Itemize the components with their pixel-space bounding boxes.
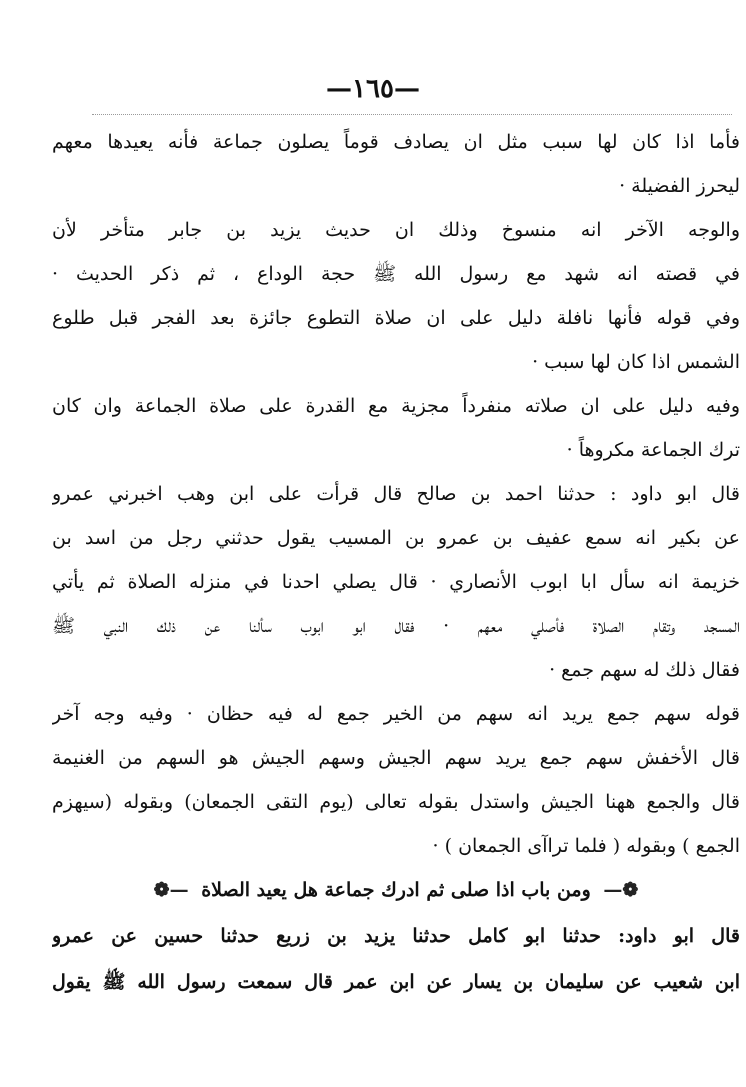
text-line: قال ابو داود : حدثنا احمد بن صالح قال قرأت على ابن وهب اخبرني عمرو (52, 483, 740, 505)
ornament-left: —❁ (153, 879, 189, 901)
text-line: الجمع ) وبقوله ( فلما تراآى الجمعان ) · (432, 835, 740, 857)
section-heading (52, 868, 740, 912)
page-number: —١٦٥— (326, 74, 420, 104)
text-line: عن بكير انه سمع عفيف بن عمرو بن المسيب يقول حدثني رجل من اسد بن (52, 527, 740, 549)
text-line: ترك الجماعة مكروهاً · (566, 439, 740, 461)
text-line: قوله سهم جمع يريد انه سهم من الخير جمع له فيه حظان · وفيه وجه آخر (52, 703, 740, 725)
text-line: وفيه دليل على ان صلاته منفرداً مجزية مع القدرة على صلاة الجماعة وان كان (52, 395, 740, 417)
text-line: فقال ذلك له سهم جمع · (549, 659, 740, 681)
text-line: قال والجمع ههنا الجيش واستدل بقوله تعالى (يوم التقى الجمعان) وبقوله (سيهزم (52, 791, 740, 813)
text-line: خزيمة انه سأل ابا ابوب الأنصاري · قال يصلي احدنا في منزله الصلاة ثم يأتي (52, 571, 740, 593)
text-line: الشمس اذا كان لها سبب · (532, 351, 740, 373)
text-line: ابن شعيب عن سليمان بن يسار عن ابن عمر قال سمعت رسول الله ﷺ يقول (52, 971, 740, 993)
header-divider (92, 114, 732, 115)
text-line: ليحرز الفضيلة · (619, 175, 740, 197)
text-line: فأما اذا كان لها سبب مثل ان يصادف قوماً يصلون جماعة فأنه يعيدها معهم (52, 131, 740, 153)
ornament-right: ❁— (603, 879, 639, 901)
text-line: وفي قوله فأنها نافلة دليل على ان صلاة التطوع جائزة بعد الفجر قبل طلوع (52, 307, 740, 329)
text-line: قال ابو داود: حدثنا ابو كامل حدثنا يزيد بن زريع حدثنا حسين عن عمرو (52, 925, 740, 947)
text-line: في قصته انه شهد مع رسول الله ﷺ حجة الوداع ، ثم ذكر الحديث · (52, 263, 740, 285)
text-line: والوجه الآخر انه منسوخ وذلك ان حديث يزيد بن جابر متأخر لأن (52, 219, 740, 241)
text-line: قال الأخفش سهم جمع يريد سهم الجيش وسهم الجيش هو السهم من الغنيمة (52, 747, 740, 769)
text-line: المسجد وتقام الصلاة فأصلي معهم · فقال ابو ابوب سألنا عن ذلك النبي ﷺ (52, 615, 740, 637)
section-heading-text: ومن باب اذا صلى ثم ادرك جماعة هل يعيد الصلاة (201, 879, 591, 901)
